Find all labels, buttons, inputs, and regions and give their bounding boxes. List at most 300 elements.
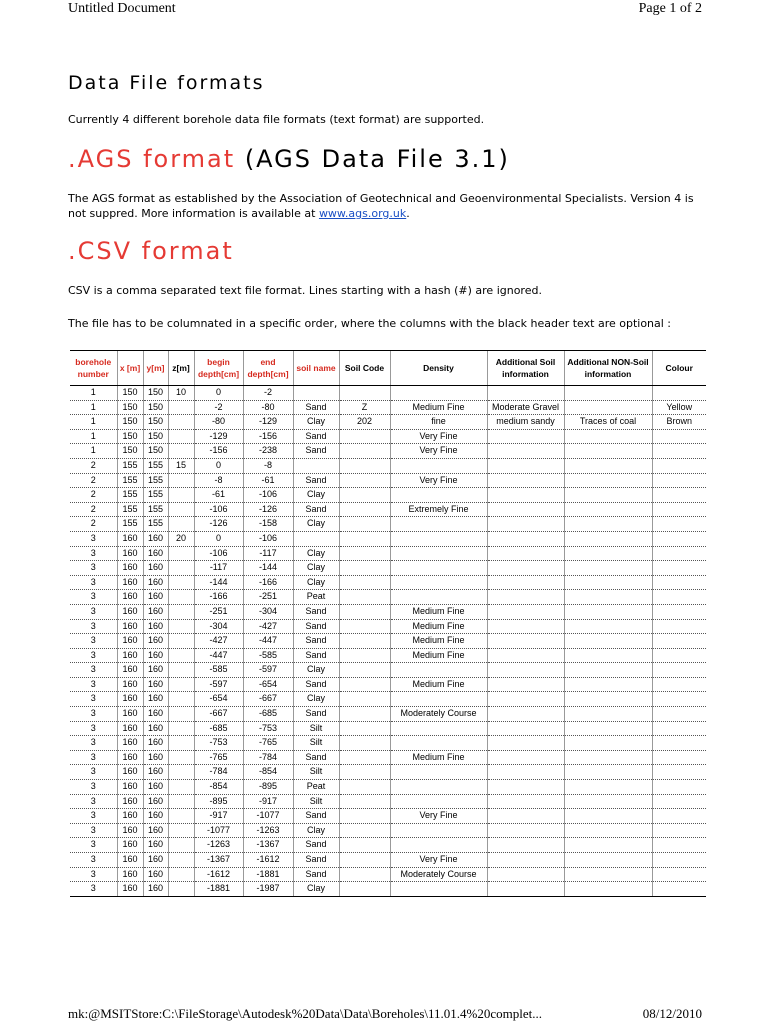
table-cell: -685: [194, 721, 243, 736]
table-cell: 160: [143, 838, 168, 853]
table-cell: 2: [70, 473, 117, 488]
table-cell: [652, 517, 706, 532]
table-cell: [168, 400, 194, 415]
table-cell: [564, 765, 652, 780]
table-cell: 3: [70, 765, 117, 780]
table-cell: [487, 838, 564, 853]
table-cell: [390, 882, 487, 897]
table-cell: [652, 575, 706, 590]
table-cell: [487, 619, 564, 634]
table-cell: [564, 780, 652, 795]
table-cell: 155: [143, 502, 168, 517]
table-cell: [168, 561, 194, 576]
table-cell: 160: [143, 634, 168, 649]
column-header: y[m]: [143, 351, 168, 386]
table-cell: -1987: [243, 882, 293, 897]
table-cell: [652, 386, 706, 401]
table-cell: medium sandy: [487, 415, 564, 430]
table-cell: 160: [143, 561, 168, 576]
table-cell: -117: [243, 546, 293, 561]
table-cell: 160: [117, 721, 143, 736]
table-cell: -597: [243, 663, 293, 678]
table-cell: [652, 677, 706, 692]
table-cell: 202: [339, 415, 390, 430]
table-cell: [168, 677, 194, 692]
table-cell: [487, 458, 564, 473]
intro-text: Currently 4 different borehole data file formats (text format) are supported.: [68, 113, 485, 126]
table-cell: Sand: [293, 634, 339, 649]
table-cell: [564, 648, 652, 663]
table-cell: [390, 575, 487, 590]
table-cell: [487, 575, 564, 590]
table-cell: Medium Fine: [390, 648, 487, 663]
table-cell: [168, 692, 194, 707]
table-cell: 160: [117, 619, 143, 634]
table-cell: 160: [117, 707, 143, 722]
table-cell: [168, 415, 194, 430]
table-cell: [564, 838, 652, 853]
table-cell: -654: [243, 677, 293, 692]
csv-example-table: [70, 350, 706, 897]
table-row: [70, 561, 706, 576]
table-cell: Sand: [293, 648, 339, 663]
ags-heading-version: (AGS Data File 3.1): [244, 145, 510, 173]
table-row: [70, 765, 706, 780]
table-cell: [487, 517, 564, 532]
table-cell: [487, 386, 564, 401]
column-header: Additional Soil information: [487, 351, 564, 386]
table-cell: 3: [70, 736, 117, 751]
table-cell: [339, 634, 390, 649]
column-header: x [m]: [117, 351, 143, 386]
table-cell: 150: [143, 415, 168, 430]
table-cell: [390, 488, 487, 503]
table-cell: Clay: [293, 575, 339, 590]
table-cell: [487, 750, 564, 765]
table-cell: -765: [194, 750, 243, 765]
table-cell: -304: [243, 604, 293, 619]
table-cell: Moderately Course: [390, 707, 487, 722]
table-cell: 150: [117, 400, 143, 415]
table-row: [70, 721, 706, 736]
table-cell: [168, 867, 194, 882]
table-cell: [339, 794, 390, 809]
table-cell: Sand: [293, 473, 339, 488]
table-cell: 3: [70, 663, 117, 678]
table-cell: [390, 531, 487, 546]
table-cell: -129: [194, 429, 243, 444]
table-cell: [564, 823, 652, 838]
table-cell: 3: [70, 677, 117, 692]
table-row: [70, 853, 706, 868]
table-cell: [652, 882, 706, 897]
csv-description: CSV is a comma separated text file format. Lines starting with a hash (#) are ignored.: [68, 284, 542, 297]
table-cell: -1881: [243, 867, 293, 882]
table-cell: -8: [194, 473, 243, 488]
table-cell: 150: [117, 429, 143, 444]
table-cell: [168, 765, 194, 780]
table-cell: [339, 517, 390, 532]
table-cell: [564, 794, 652, 809]
table-cell: [390, 765, 487, 780]
table-cell: [652, 780, 706, 795]
table-cell: [564, 882, 652, 897]
table-cell: 3: [70, 809, 117, 824]
table-cell: -895: [243, 780, 293, 795]
table-cell: [652, 721, 706, 736]
table-cell: Clay: [293, 663, 339, 678]
table-cell: Silt: [293, 736, 339, 751]
table-cell: Medium Fine: [390, 604, 487, 619]
table-cell: [564, 546, 652, 561]
table-cell: [339, 386, 390, 401]
table-cell: [564, 400, 652, 415]
table-cell: 150: [117, 386, 143, 401]
document-title: Untitled Document: [68, 1, 176, 16]
table-cell: [652, 663, 706, 678]
table-cell: -251: [194, 604, 243, 619]
table-cell: -117: [194, 561, 243, 576]
column-header: begin depth[cm]: [194, 351, 243, 386]
table-cell: 3: [70, 882, 117, 897]
table-cell: 150: [143, 400, 168, 415]
ags-website-link[interactable]: www.ags.org.uk: [318, 207, 407, 220]
table-cell: Moderately Course: [390, 867, 487, 882]
table-cell: 150: [117, 415, 143, 430]
table-cell: 155: [117, 517, 143, 532]
table-cell: [564, 590, 652, 605]
table-cell: [564, 619, 652, 634]
table-cell: 160: [143, 677, 168, 692]
table-cell: [168, 619, 194, 634]
table-cell: 160: [143, 575, 168, 590]
table-cell: -765: [243, 736, 293, 751]
table-cell: Clay: [293, 517, 339, 532]
table-row: [70, 604, 706, 619]
table-row: [70, 415, 706, 430]
table-cell: -61: [194, 488, 243, 503]
table-cell: -126: [243, 502, 293, 517]
table-cell: [564, 604, 652, 619]
table-cell: -667: [194, 707, 243, 722]
table-cell: [487, 561, 564, 576]
table-cell: [564, 561, 652, 576]
table-cell: Sand: [293, 444, 339, 459]
table-body: [70, 386, 706, 897]
table-cell: [652, 473, 706, 488]
table-cell: Peat: [293, 590, 339, 605]
ags-heading: [68, 145, 510, 173]
table-cell: 160: [143, 531, 168, 546]
table-cell: [339, 677, 390, 692]
table-cell: 160: [143, 663, 168, 678]
table-cell: 2: [70, 458, 117, 473]
table-cell: [487, 707, 564, 722]
ags-heading-format: .AGS format: [68, 145, 236, 173]
table-cell: -1612: [243, 853, 293, 868]
table-cell: [168, 809, 194, 824]
table-header-row: [70, 351, 706, 386]
column-header: Colour: [652, 351, 706, 386]
table-cell: 150: [143, 386, 168, 401]
table-cell: [564, 634, 652, 649]
column-header: Soil Code: [339, 351, 390, 386]
table-cell: Very Fine: [390, 444, 487, 459]
table-cell: [487, 765, 564, 780]
table-cell: [652, 736, 706, 751]
table-cell: 160: [143, 648, 168, 663]
table-cell: 3: [70, 794, 117, 809]
table-cell: [168, 823, 194, 838]
table-cell: [652, 429, 706, 444]
table-cell: -1077: [194, 823, 243, 838]
table-cell: Clay: [293, 488, 339, 503]
table-cell: [339, 736, 390, 751]
table-cell: -304: [194, 619, 243, 634]
column-header: Additional NON-Soil information: [564, 351, 652, 386]
table-cell: [390, 780, 487, 795]
table-cell: -667: [243, 692, 293, 707]
table-cell: 155: [143, 473, 168, 488]
table-cell: -427: [243, 619, 293, 634]
table-cell: 0: [194, 458, 243, 473]
table-cell: Very Fine: [390, 473, 487, 488]
table-cell: [652, 561, 706, 576]
table-cell: Moderate Gravel: [487, 400, 564, 415]
table-cell: 3: [70, 707, 117, 722]
table-cell: 160: [143, 707, 168, 722]
table-cell: [339, 502, 390, 517]
table-cell: 3: [70, 604, 117, 619]
table-cell: [168, 736, 194, 751]
table-cell: -106: [243, 488, 293, 503]
table-cell: 3: [70, 838, 117, 853]
table-row: [70, 794, 706, 809]
table-cell: 160: [117, 604, 143, 619]
table-cell: 160: [143, 780, 168, 795]
table-cell: 3: [70, 780, 117, 795]
table-cell: 3: [70, 531, 117, 546]
table-cell: -1367: [243, 838, 293, 853]
table-cell: 160: [117, 765, 143, 780]
table-cell: [339, 765, 390, 780]
table-cell: [652, 809, 706, 824]
csv-column-note: The file has to be columnated in a specific order, where the columns with the black header text are optional :: [68, 317, 672, 330]
table-cell: 160: [143, 546, 168, 561]
page-title: Data File formats: [68, 72, 265, 94]
table-cell: [293, 531, 339, 546]
table-cell: -585: [243, 648, 293, 663]
table-cell: 160: [117, 590, 143, 605]
table-cell: Sand: [293, 750, 339, 765]
table-cell: Clay: [293, 561, 339, 576]
table-cell: [564, 502, 652, 517]
table-cell: 1: [70, 386, 117, 401]
table-row: [70, 736, 706, 751]
table-cell: Sand: [293, 502, 339, 517]
table-cell: Medium Fine: [390, 619, 487, 634]
table-cell: Extremely Fine: [390, 502, 487, 517]
table-cell: [339, 546, 390, 561]
table-cell: 20: [168, 531, 194, 546]
table-cell: Sand: [293, 707, 339, 722]
table-cell: [564, 531, 652, 546]
table-cell: 160: [117, 838, 143, 853]
table-cell: [564, 721, 652, 736]
table-cell: 3: [70, 546, 117, 561]
table-cell: Medium Fine: [390, 677, 487, 692]
table-cell: [487, 823, 564, 838]
table-cell: [168, 517, 194, 532]
table-cell: [339, 692, 390, 707]
table-cell: [652, 444, 706, 459]
footer-path: mk:@MSITStore:C:\FileStorage\Autodesk%20Data\Data\Boreholes\11.01.4%20complet...: [68, 1006, 543, 1021]
table-cell: [487, 853, 564, 868]
table-row: [70, 444, 706, 459]
table-row: [70, 429, 706, 444]
table-cell: 160: [143, 867, 168, 882]
table-cell: [564, 853, 652, 868]
table-cell: 1: [70, 400, 117, 415]
table-cell: [487, 882, 564, 897]
table-cell: Clay: [293, 415, 339, 430]
table-cell: Silt: [293, 794, 339, 809]
table-cell: [168, 590, 194, 605]
table-cell: [390, 546, 487, 561]
table-cell: 155: [143, 488, 168, 503]
table-cell: 3: [70, 648, 117, 663]
table-cell: [168, 853, 194, 868]
table-cell: 150: [117, 444, 143, 459]
table-cell: [487, 546, 564, 561]
table-cell: 3: [70, 619, 117, 634]
table-cell: Z: [339, 400, 390, 415]
table-cell: [564, 473, 652, 488]
table-cell: -158: [243, 517, 293, 532]
table-cell: [487, 648, 564, 663]
table-cell: [168, 634, 194, 649]
table-cell: [168, 546, 194, 561]
table-cell: [168, 707, 194, 722]
table-cell: -1263: [194, 838, 243, 853]
table-cell: [487, 429, 564, 444]
table-cell: 160: [143, 809, 168, 824]
table-cell: -166: [243, 575, 293, 590]
table-cell: 3: [70, 721, 117, 736]
table-cell: 155: [117, 488, 143, 503]
table-cell: [564, 458, 652, 473]
table-cell: 160: [117, 882, 143, 897]
table-cell: [390, 823, 487, 838]
table-cell: -895: [194, 794, 243, 809]
table-cell: [487, 809, 564, 824]
table-cell: [168, 750, 194, 765]
table-cell: [168, 488, 194, 503]
table-cell: [564, 750, 652, 765]
table-cell: 155: [143, 517, 168, 532]
table-cell: [652, 692, 706, 707]
table-cell: [390, 736, 487, 751]
table-row: [70, 677, 706, 692]
table-cell: 160: [117, 546, 143, 561]
table-cell: 160: [117, 561, 143, 576]
table-cell: [487, 663, 564, 678]
table-cell: [168, 502, 194, 517]
table-cell: 160: [143, 823, 168, 838]
table-cell: [339, 575, 390, 590]
table-cell: [339, 531, 390, 546]
table-cell: -156: [194, 444, 243, 459]
table-cell: 3: [70, 575, 117, 590]
table-cell: 160: [117, 692, 143, 707]
table-cell: -854: [194, 780, 243, 795]
table-cell: Clay: [293, 692, 339, 707]
table-cell: [652, 750, 706, 765]
table-row: [70, 619, 706, 634]
table-cell: 160: [117, 575, 143, 590]
table-cell: -166: [194, 590, 243, 605]
table-cell: [564, 867, 652, 882]
table-row: [70, 502, 706, 517]
table-cell: [652, 853, 706, 868]
table-cell: -917: [243, 794, 293, 809]
ags-description: [68, 191, 704, 221]
table-cell: -784: [243, 750, 293, 765]
table-cell: 160: [143, 619, 168, 634]
table-cell: 155: [143, 458, 168, 473]
table-cell: [487, 444, 564, 459]
table-cell: -1881: [194, 882, 243, 897]
table-row: [70, 546, 706, 561]
table-cell: -654: [194, 692, 243, 707]
table-cell: [487, 604, 564, 619]
table-row: [70, 473, 706, 488]
table-cell: -129: [243, 415, 293, 430]
table-cell: [339, 823, 390, 838]
table-cell: -585: [194, 663, 243, 678]
table-cell: [339, 750, 390, 765]
table-cell: 160: [117, 823, 143, 838]
table-cell: fine: [390, 415, 487, 430]
table-cell: -61: [243, 473, 293, 488]
csv-example-table-wrapper: [70, 350, 706, 897]
table-cell: -156: [243, 429, 293, 444]
table-cell: Sand: [293, 809, 339, 824]
column-header: soil name: [293, 351, 339, 386]
table-cell: [339, 488, 390, 503]
table-cell: -144: [194, 575, 243, 590]
table-cell: 0: [194, 531, 243, 546]
table-cell: -106: [194, 502, 243, 517]
table-cell: 160: [143, 765, 168, 780]
table-cell: -80: [194, 415, 243, 430]
column-header: Density: [390, 351, 487, 386]
table-cell: 160: [117, 677, 143, 692]
table-cell: [168, 780, 194, 795]
table-cell: [390, 517, 487, 532]
table-cell: [168, 473, 194, 488]
table-cell: Very Fine: [390, 809, 487, 824]
table-row: [70, 386, 706, 401]
table-cell: Sand: [293, 838, 339, 853]
table-cell: [390, 663, 487, 678]
table-cell: 160: [117, 736, 143, 751]
table-cell: [487, 677, 564, 692]
table-cell: [390, 838, 487, 853]
table-cell: Yellow: [652, 400, 706, 415]
table-cell: -80: [243, 400, 293, 415]
table-cell: [390, 590, 487, 605]
